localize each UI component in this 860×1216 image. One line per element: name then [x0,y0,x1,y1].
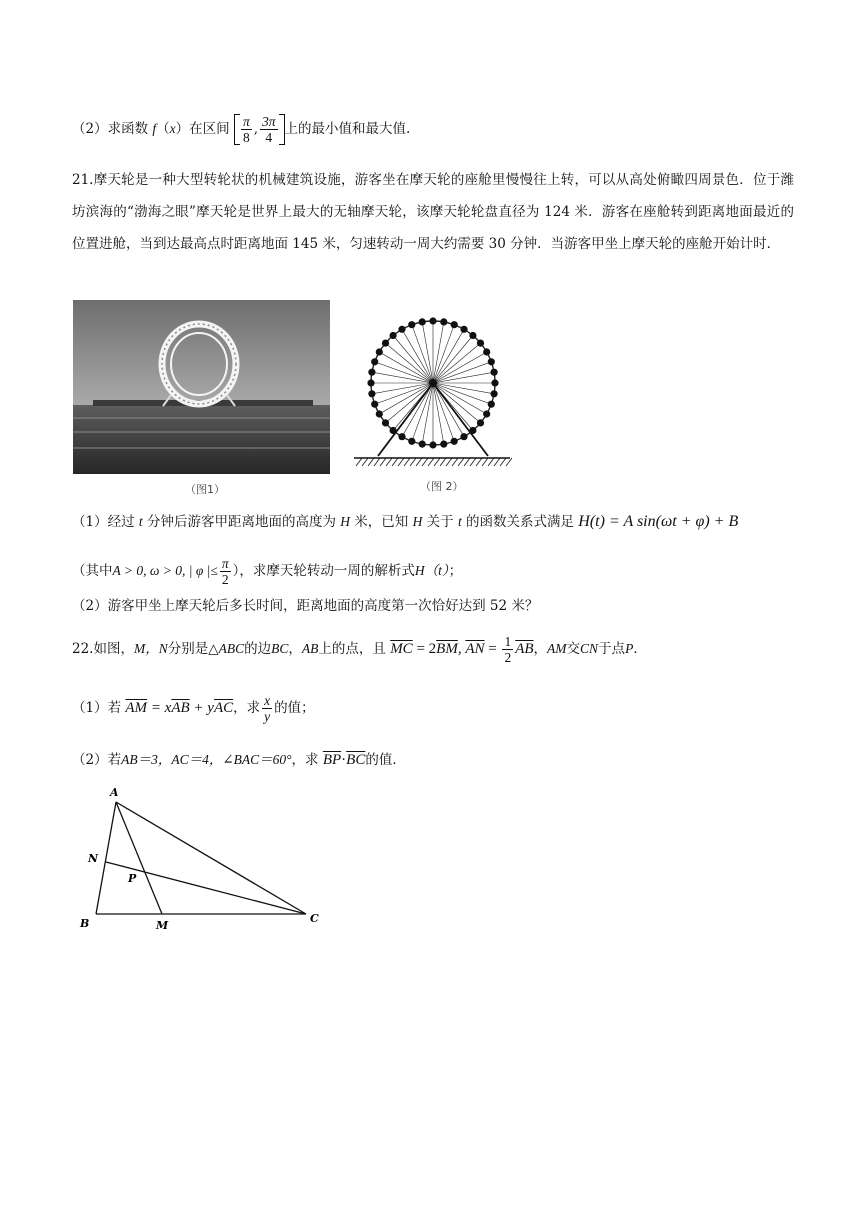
vec-comma: , [457,641,466,657]
label-A: A [110,786,119,799]
one-half [502,634,513,665]
ground-hatch-line [494,458,500,466]
wheel-cabin [491,390,498,397]
triangle-figure [70,782,330,932]
ferris-wheel-photo-graphic [73,300,330,474]
q21-p1-a: （1）经过 [72,514,135,530]
wheel-cabin [376,410,383,417]
q20-part2 [72,114,410,145]
ground-hatch-line [434,458,440,466]
q21-p1-line2-b: ），求摩天轮转动一周的解析式 [232,563,415,579]
interval-bracket: $\frac{\pi}{8}$ , $\frac{3\pi}{4}$ [234,114,285,145]
q20-f: f [152,121,157,136]
parameter-conditions: A > 0, ω > 0, | φ |≤ [112,563,218,578]
height-formula: H(t) = A sin(ωt + φ) + B [578,513,739,530]
wheel-cabin [419,441,426,448]
wheel-cabin [483,410,490,417]
q22-p1-c: 的值； [274,700,315,716]
side-AB [96,802,116,914]
ground-hatch-line [458,458,464,466]
wheel-cabin [408,321,415,328]
wheel-cabin [477,340,484,347]
q21-p1-c: 米，已知 [354,514,409,530]
ground-hatch-line [392,458,398,466]
wheel-cabin [491,369,498,376]
wheel-cabin [483,348,490,355]
side-AC [116,802,306,914]
wheel-cabin [491,379,498,386]
q22-c: 的边 [244,641,272,657]
q21-p1-d: 关于 [426,514,454,530]
ground-hatch-line [380,458,386,466]
paren-open: （ [156,121,170,137]
wheel-cabin [460,433,467,440]
ferris-wheel-schematic [352,300,512,470]
pi-num: π [221,556,229,571]
interval-right-den: 4 [265,130,273,145]
q22-part2 [72,750,406,770]
wheel-cabin [367,379,374,386]
q22-P: P [625,641,634,656]
xy-den: y [264,709,271,724]
eq-half: = [484,641,501,657]
q22-comma: ， [288,641,302,657]
ground-hatch-line [410,458,416,466]
q20-part2-mid: 在区间 [189,121,230,137]
interval-right-num: 3π [262,114,276,129]
q22-p2-a: （2）若 [72,752,122,768]
wheel-cabin [408,438,415,445]
fig2-caption: （图 2） [420,480,464,493]
q22-p2-c: 的值． [365,752,406,768]
q22-intro [72,634,647,665]
q22-CN: CN [580,641,599,656]
pi-den: 2 [221,572,229,587]
q21-p1-b: 分钟后游客甲距离地面的高度为 [146,514,336,530]
interval-left-num: π [242,114,250,129]
ground-hatch-line [446,458,452,466]
ferris-wheel-diagram [352,300,512,470]
q22-BC: BC [271,641,289,656]
q22-g: 于点 [598,641,626,657]
ground-hatch-line [416,458,422,466]
var-H: H [340,514,350,529]
ground-hatch-line [482,458,488,466]
q21-p1-e: 的函数关系式满足 [466,514,574,530]
wheel-cabin [371,358,378,365]
q22-AB: AB [301,641,319,656]
q21-part2: （2）游客甲坐上摩天轮后多长时间，距离地面的高度第一次恰好达到 52 米？ [72,598,539,614]
q22-ABC: ABC [218,641,245,656]
wheel-cabin [469,332,476,339]
q22-f: 交 [566,641,581,657]
ground-hatch-line [386,458,392,466]
dot-product: · [341,752,347,768]
wheel-cabin [477,419,484,426]
ground-hatch-line [500,458,506,466]
q21-p1-line2-c: ； [448,563,463,579]
q20-part2-suffix: 上的最小值和最大值. [284,121,411,137]
fig1-caption: （图1） [185,483,225,496]
wheel-cabin [460,326,467,333]
q22-p2-values: AB＝3，AC＝4，∠BAC＝60° [121,752,292,767]
vector-BM: $\overline{BM}$ [436,641,458,657]
vector-AC: $\overline{AC}$ [213,700,234,716]
q21-p1-line2-a: （其中 [72,563,113,579]
q22-p2-b: ，求 [291,752,319,768]
vector-AM: $\overline{AM}$ [125,700,148,716]
vector-AB-2: $\overline{AB}$ [171,700,190,716]
wheel-cabin [488,358,495,365]
ground-hatch-line [464,458,470,466]
q21-part1-line2 [72,556,462,587]
wheel-cabin [376,348,383,355]
q22-MN: M，N [133,641,168,656]
wheel-cabin [398,326,405,333]
wheel-cabin [429,317,436,324]
vector-AB: $\overline{AB}$ [515,641,534,657]
half-den: 2 [504,650,512,665]
ground-hatch-line [506,458,512,466]
ground-hatch-line [476,458,482,466]
wheel-cabin [390,332,397,339]
q22-part1 [72,693,315,724]
var-H-2: H [412,514,423,529]
p1-plus: + y [189,700,214,716]
q22-a: 22.如图， [72,641,134,657]
wheel-cabin [382,419,389,426]
wheel-cabin [488,401,495,408]
ground-hatch-line [470,458,476,466]
ground-hatch-line [440,458,446,466]
var-t-2: t [457,514,462,529]
ground-hatch-line [404,458,410,466]
wheel-cabin [429,441,436,448]
wheel-cabin [368,369,375,376]
interval-right-frac [260,114,278,145]
ground-hatch-line [362,458,368,466]
label-P: P [128,872,137,885]
q21-part1-line1 [72,512,738,532]
H-of-t: H（t） [414,563,449,578]
ground-hatch-line [422,458,428,466]
eq-2x: = 2 [412,641,437,657]
label-C: C [310,912,319,925]
q22-end: ． [633,641,647,657]
vector-BP: $\overline{BP}$ [322,752,342,768]
wheel-cabin [440,441,447,448]
triangle-diagram [70,782,330,932]
wheel-cabin [419,318,426,325]
ground-hatch-line [398,458,404,466]
label-B: B [80,917,90,930]
q22-d: 上的点，且 [318,641,386,657]
p1-eq: = x [147,700,172,716]
q21-intro: 21.摩天轮是一种大型转轮状的机械建筑设施，游客坐在摩天轮的座舱里慢慢往上转，可以从高处俯瞰四周景色．位于潍坊滨海的“渤海之眼”摩天轮是世界上最大的无轴摩天轮，该摩天轮轮盘直径为 124 米．游客在座舱转到距离地面最近的位置进舱，当到达最高点时距离地面 145 米，匀速转动一周大约需要 30 分钟．当游客甲坐上摩天轮的座舱开始计时． [72,172,794,252]
vector-AN: $\overline{AN}$ [465,641,485,657]
wheel-cabin [451,438,458,445]
paren-close: ） [175,121,190,137]
wheel-cabin [440,318,447,325]
wheel-cabin [398,433,405,440]
ground-hatch-line [374,458,380,466]
wheel-cabin [451,321,458,328]
wheel-cabin [382,340,389,347]
interval-left-den: 8 [242,130,250,145]
interval-left-frac [241,114,252,145]
q22-p1-a: （1）若 [72,700,122,716]
ground-hatch-line [428,458,434,466]
segment-CN [106,862,306,914]
q22-AM: AM [547,641,567,656]
q22-e: ， [533,641,548,657]
ground-hatch-line [368,458,374,466]
vector-BC: $\overline{BC}$ [346,752,366,768]
var-t: t [138,514,143,529]
wheel-cabin [371,401,378,408]
ground-hatch-line [356,458,362,466]
label-N: N [88,852,99,865]
q20-part2-prefix: （2）求函数 [72,121,149,137]
ground-hatch-line [488,458,494,466]
wheel-cabin [368,390,375,397]
segment-AM [116,802,162,914]
x-over-y [262,693,272,724]
pi-over-2 [220,556,231,587]
xy-num: x [264,693,271,708]
q22-b: 分别是△ [167,641,219,657]
ferris-wheel-photo [73,300,330,474]
q20-x: x [169,121,176,136]
label-M: M [156,919,169,932]
half-num: 1 [504,634,512,649]
ground-hatch-line [452,458,458,466]
q22-p1-b: ，求 [233,700,261,716]
vector-MC: $\overline{MC}$ [390,641,413,657]
